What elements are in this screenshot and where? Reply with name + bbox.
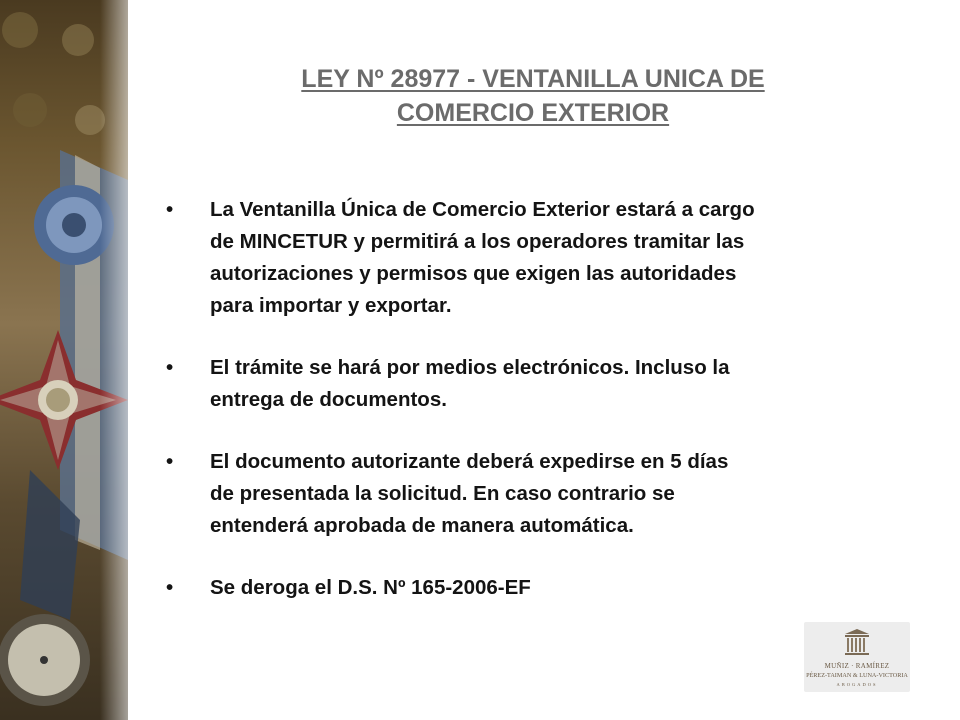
bullet-text [210, 446, 936, 542]
bullet-line: Se deroga el D.S. Nº 165-2006-EF [210, 576, 531, 599]
bullet-text [210, 572, 936, 604]
bullet-line: para importar y exportar. [210, 294, 452, 317]
logo-line-2: PÉREZ-TAIMAN & LUNA-VICTORIA [806, 672, 908, 679]
bullet-marker: • [166, 450, 174, 473]
slide-title [160, 62, 906, 130]
bullet-line: El documento autorizante deberá expedirse en 5 días [210, 450, 729, 473]
title-line-1: LEY Nº 28977 - VENTANILLA UNICA DE [301, 65, 765, 93]
bullet-marker: • [166, 576, 174, 599]
bullet-line: La Ventanilla Única de Comercio Exterior estará a cargo [210, 198, 755, 221]
bullet-item [166, 446, 936, 542]
bullet-line: de MINCETUR y permitirá a los operadores tramitar las [210, 230, 745, 253]
bullet-marker: • [166, 356, 174, 379]
title-line-2: COMERCIO EXTERIOR [396, 99, 670, 127]
bullet-line: entrega de documentos. [210, 388, 447, 411]
firm-logo [804, 622, 910, 692]
bullet-item [166, 572, 936, 604]
bullet-item [166, 194, 936, 322]
bullet-marker: • [166, 198, 174, 221]
bullet-text [210, 352, 936, 416]
bullet-line: de presentada la solicitud. En caso contrario se [210, 482, 675, 505]
bullet-line: autorizaciones y permisos que exigen las autoridades [210, 262, 737, 285]
bullet-line: El trámite se hará por medios electrónicos. Incluso la [210, 356, 730, 379]
bullet-line: entenderá aprobada de manera automática. [210, 514, 634, 537]
image-fade [100, 0, 160, 720]
bullet-item [166, 352, 936, 416]
logo-line-1: MUÑIZ · RAMÍREZ [824, 662, 890, 670]
building-columns-icon [844, 628, 870, 658]
bullet-text [210, 194, 936, 322]
logo-line-3: ABOGADOS [836, 682, 878, 687]
bullet-list [166, 194, 936, 634]
